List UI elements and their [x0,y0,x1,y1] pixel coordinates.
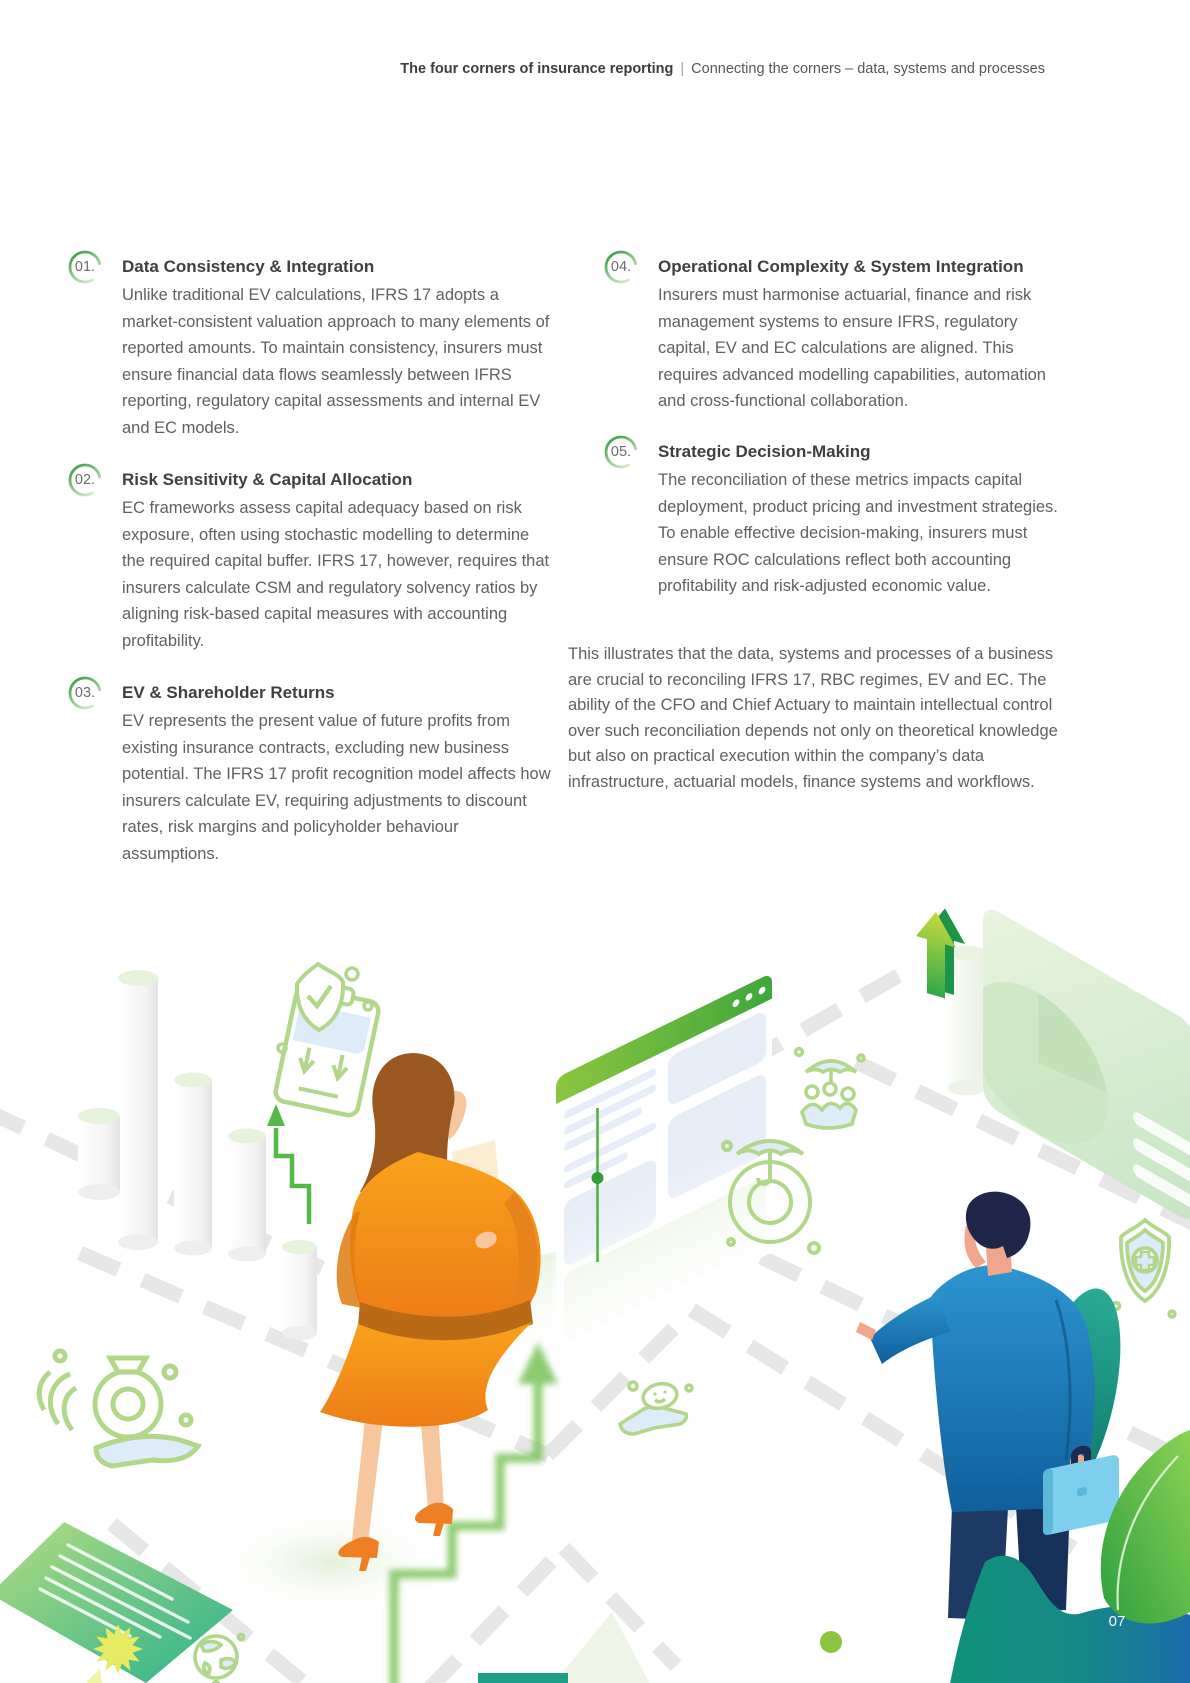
section-number: 02. [74,472,96,488]
section-number: 01. [74,259,96,275]
section-title: Risk Sensitivity & Capital Allocation [122,470,413,489]
section-number-badge [68,676,102,710]
green-dot [820,1631,842,1653]
certificate-icon [0,1522,233,1683]
section-body: EC frameworks assess capital adequacy based on risk exposure, often using stochastic modelling to determine the required capital buffer. IFRS 17, however, requires that insurers calculate CSM and regulatory solvency ratios by aligning risk-based capital measures with accounting profitability. [122,499,550,650]
section-number-badge [604,435,638,469]
shield-cross-icon [1113,1220,1175,1317]
hand-coin-icon [620,1381,692,1434]
section-number-badge [604,250,638,284]
closing-paragraph: This illustrates that the data, systems and processes of a business are crucial to reconciling IFRS 17, RBC regimes, EV and EC. The ability of the CFO and Chief Actuary to maintain intellectual control over such reconciliation depends not only on theoretical knowledge but also on practical execution within the company’s data infrastructure, actuarial models, finance systems and workflows. [568,645,1058,791]
header-separator: | [680,61,685,77]
businessman-figure [856,1192,1119,1620]
section-01 [68,256,554,442]
section-number-badge [68,250,102,284]
businesswoman-figure [320,1053,541,1571]
bottom-illustration [0,823,1190,1683]
team-under-umbrella-icon [796,1049,864,1128]
section-body: The reconciliation of these metrics impacts capital deployment, product pricing and investment strategies. To enable effective decision-making, insurers must ensure ROC calculations reflect both accounting profitability and risk-adjusted economic value. [658,471,1058,596]
section-title: Data Consistency & Integration [122,257,375,276]
growth-zigzag-arrow-icon [267,1104,309,1224]
section-title: Operational Complexity & System Integration [658,257,1024,276]
hand-money-bag-icon [39,1351,198,1466]
page-number: 07 [1108,1613,1126,1630]
globe-icon [195,1634,244,1683]
chapter-title: Connecting the corners – data, systems and processes [691,61,1045,77]
section-05 [604,441,1072,600]
section-02 [68,469,554,655]
page-header [400,61,1045,77]
checklist-clipboard-icon [274,964,382,1117]
section-number: 05. [610,444,632,460]
section-number: 03. [74,685,96,701]
section-number-badge [68,463,102,497]
browser-window-icon [552,970,778,1360]
teal-strip [478,1673,568,1683]
section-number: 04. [610,259,632,275]
section-body: Unlike traditional EV calculations, IFRS 17 adopts a market-consistent valuation approach to many elements of reported amounts. To maintain consistency, insurers must ensure financial data flows seamlessly between IFRS reporting, regulatory capital assessments and internal EV and EC models. [122,286,550,437]
section-title: EV & Shareholder Returns [122,683,335,702]
section-body: EV represents the present value of future profits from existing insurance contracts, excluding new business potential. The IFRS 17 profit recognition model affects how insurers calculate EV, requiring adjustments to discount rates, risk margins and policyholder behaviour assumptions. [122,712,551,863]
section-04 [604,256,1072,415]
section-title: Strategic Decision-Making [658,442,871,461]
report-title: The four corners of insurance reporting [400,61,674,77]
section-body: Insurers must harmonise actuarial, finance and risk management systems to ensure IFRS, regulatory capital, EV and EC calculations are aligned. This requires advanced modelling capabilities, automation and cross-functional collaboration. [658,286,1046,411]
